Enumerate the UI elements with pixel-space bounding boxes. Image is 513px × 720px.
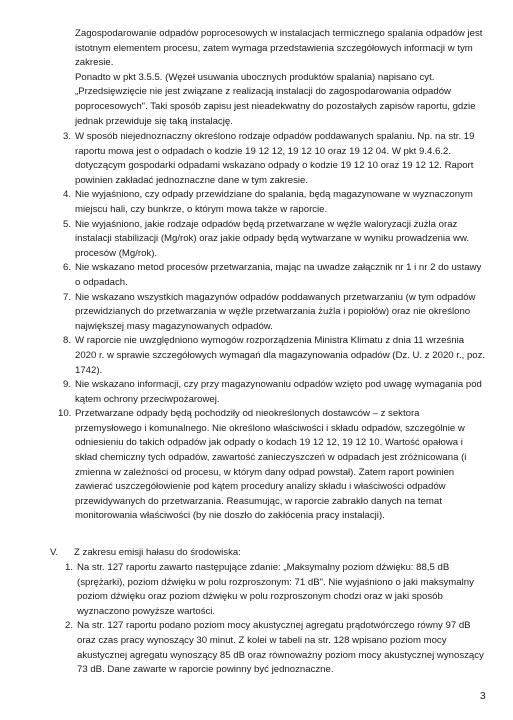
list-text: W sposób niejednoznaczny określono rodzaje odpadów poddawanych spalaniu. Np. na str. 19 raportu mowa jest o odpadach o kodzie 19 12 12, 19 12 10 oraz 19 12 04. W pkt 9.4.6.2. dotyczącym gospodarki odpadami wskazano odpady o kodzie 19 12 10 oraz 19 12 12. Raport powinien zakładać jednoznaczne dane w tym zakresie. [75,131,475,186]
intro-paragraph-2: Ponadto w pkt 3.5.5. (Węzeł usuwania ubocznych produktów spalania) napisano cyt. „Przedsięwzięcie nie jest związane z realizacją instalacji do zagospodarowania odpadów poprocesowych". Taki sposób zapisu jest nieadekwatny do pozostałych zapisów raportu, gdzie jednak przewiduje się taką instalację. [75,71,476,127]
list-item [65,619,485,677]
list-item [63,218,487,262]
list-text: Nie wskazano metod procesów przetwarzania, mając na uwadze załącznik nr 1 i nr 2 do ustawy o odpadach. [75,262,482,288]
section-heading [50,546,480,561]
list-text: Na str. 127 raportu podano poziom mocy akustycznej agregatu prądotwórczego równy 97 dB oraz czas pracy wynoszący 30 minut. Z kolei w tabeli na str. 128 wpisano poziom mocy akustycznej agregatu wynoszący 85 dB oraz równoważny poziom mocy akustycznej wynoszący 73 dB. Dane zawarte w raporcie powinny być jednoznaczne. [77,620,484,676]
list-item [58,407,487,524]
list-text: Nie wskazano informacji, czy przy magazynowaniu odpadów wzięto pod uwagę wymagania pod kątem ochrony przeciwpożarowej. [75,379,482,405]
list-number: 7. [63,291,72,303]
list-number: 2. [65,620,74,632]
section-title: Z zakresu emisji hałasu do środowiska: [74,547,241,558]
intro-paragraphs [75,27,485,129]
list-text: W raporcie nie uwzględniono wymogów rozporządzenia Ministra Klimatu z dnia 11 września 2020 r. w sprawie szczegółowych wymagań dla magazynowania odpadów (Dz. U. z 2020 r., poz. 1742). [75,335,486,376]
section-numeral: V. [50,547,59,558]
list-number: 8. [63,335,72,347]
list-number: 10. [58,408,72,420]
list-text: Przetwarzane odpady będą pochodziły od nieokreślonych dostawców – z sektora przemysłowego i komunalnego. Nie określono właściwości i składu odpadów, szczególnie w odniesieniu do takich odpadów jak odpady o kodach 19 12 12, 19 12 10. Wartość opałowa i skład chemiczny tych odpadów, zawartość zanieczyszczeń w odpadach jest zróżnicowana (i zmienna w zależności od procesu, w którym dany odpad powstał). Zatem raport powinien zawierać uszczegółowienie pod kątem procedury analizy składu i właściwości odpadów przewidywanych do przetwarzania. Reasumując, w raporcie zabrakło danych na temat monitorowania właściwości (by nie doszło do zakłócenia pracy instalacji). [75,408,467,522]
list-item [65,561,485,619]
list-number: 4. [63,189,72,201]
list-number: 1. [65,562,74,573]
intro-paragraph-1: Zagospodarowanie odpadów poprocesowych w instalacjach termicznego spalania odpadów jest istotnym elementem procesu, zatem wymaga przedstawienia szczegółowych informacji w tym zakresie. [75,28,483,69]
noise-list [65,561,485,678]
list-item [63,291,487,335]
list-item [63,378,487,407]
list-number: 6. [63,262,72,274]
page-number: 3 [480,691,486,702]
list-text: Nie wyjaśniono, jakie rodzaje odpadów będą przetwarzane w węźle waloryzacji żużla oraz instalacji stabilizacji (Mg/rok) oraz jakie odpady będą wytwarzane w wyniku prowadzenia ww. procesów (Mg/rok). [75,218,470,259]
list-text: Na str. 127 raportu zawarto następujące zdanie: „Maksymalny poziom dźwięku: 88,5 dB (sprężarki), poziom dźwięku w polu rozproszonym: 71 dB". Nie wyjaśniono o jaki maksymalny poziom dźwięku oraz poziom dźwięku w polu rozproszonym chodzi oraz w jaki sposób wyznaczono powyższe wartości. [77,562,474,617]
list-number: 3. [63,131,72,142]
list-item [63,130,487,188]
numbered-list [58,130,487,524]
list-text: Nie wyjaśniono, czy odpady przewidziane do spalania, będą magazynowane w wyznaczonym miejscu hali, czy bunkrze, o którym mowa także w raporcie. [75,189,473,215]
list-item [63,334,487,378]
list-text: Nie wskazano wszystkich magazynów odpadów poddawanych przetwarzaniu (w tym odpadów przewidzianych do przetwarzania w węźle przetwarzania żużla i popiołów) oraz nie określono największej masy magazynowanych odpadów. [75,291,476,332]
list-item [63,188,487,217]
list-number: 9. [63,379,72,391]
list-item [63,261,487,290]
list-number: 5. [63,218,72,230]
